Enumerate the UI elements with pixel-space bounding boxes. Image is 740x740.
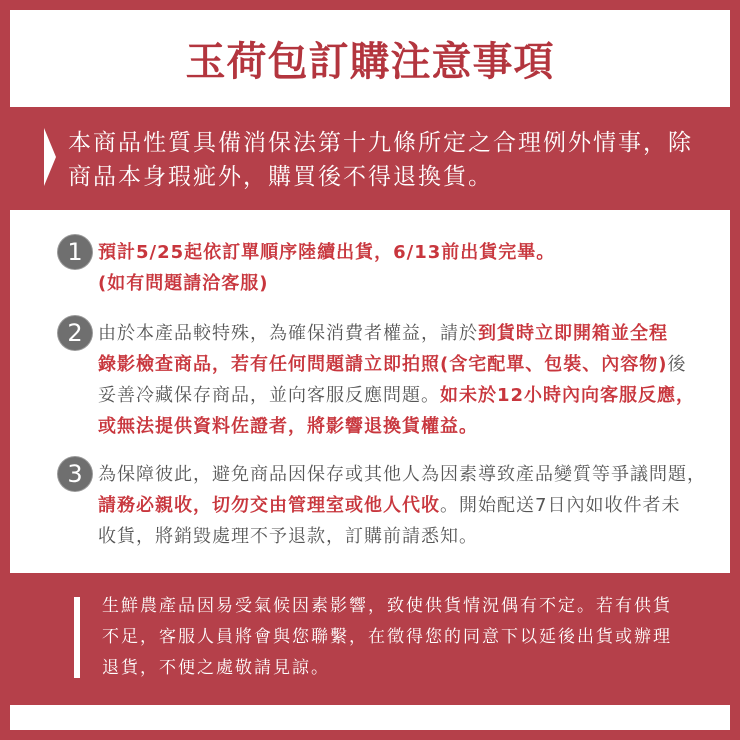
item-line — [98, 349, 718, 380]
text-segment: 。開始配送7日內如收件者未 — [440, 495, 681, 516]
notice-text — [68, 126, 728, 194]
item-line — [98, 237, 718, 268]
item-line — [98, 459, 718, 490]
triangle-marker-icon — [43, 128, 57, 186]
item-line — [98, 521, 718, 552]
item-line — [98, 490, 718, 521]
text-segment: 為保障彼此，避免商品因保存或其他人為因素導致產品變質等爭議問題， — [98, 464, 706, 485]
text-segment-emphasis: 或無法提供資料佐證者，將影響退換貨權益。 — [98, 416, 478, 437]
text-segment-emphasis: (如有問題請洽客服) — [98, 273, 269, 294]
text-segment: 收貨，將銷毀處理不予退款，訂購前請悉知。 — [98, 526, 478, 547]
number-badge: 3 — [58, 457, 92, 491]
item-line — [98, 411, 718, 442]
footer-band — [0, 573, 740, 705]
footer-line: 生鮮農產品因易受氣候因素影響，致使供貨情況偶有不定。若有供貨 — [102, 596, 672, 616]
vertical-bar — [74, 597, 80, 678]
items-panel — [10, 210, 730, 573]
text-segment-emphasis: 錄影檢查商品，若有任何問題請立即拍照(含宅配單、包裝、內容物) — [98, 354, 668, 375]
notice-band — [0, 107, 740, 210]
text-segment: 後 — [667, 354, 687, 375]
text-segment: 妥善冷藏保存商品，並向客服反應問題。 — [98, 385, 440, 406]
notice-line: 商品本身瑕疵外，購買後不得退換貨。 — [68, 164, 493, 190]
footer-line: 不足，客服人員將會與您聯繫，在徵得您的同意下以延後出貨或辦理 — [102, 627, 672, 647]
number-badge: 2 — [58, 316, 92, 350]
text-segment-emphasis: 預計5/25起依訂單順序陸續出貨，6/13前出貨完畢。 — [98, 242, 556, 263]
text-segment-emphasis: 到貨時立即開箱並全程 — [478, 323, 668, 344]
footer-text — [102, 591, 722, 684]
item-line — [98, 380, 718, 411]
number-badge: 1 — [58, 235, 92, 269]
item-text — [98, 318, 718, 442]
title-panel — [10, 10, 730, 107]
item-line — [98, 318, 718, 349]
item-text — [98, 237, 718, 299]
text-segment-emphasis: 請務必親收，切勿交由管理室或他人代收 — [98, 495, 440, 516]
notice-line: 本商品性質具備消保法第十九條所定之合理例外情事，除 — [68, 130, 693, 156]
text-segment-emphasis: 如未於12小時內向客服反應， — [440, 385, 696, 406]
item-line — [98, 268, 718, 299]
bottom-strip — [10, 705, 730, 730]
page-title: 玉荷包訂購注意事項 — [185, 38, 555, 85]
text-segment: 由於本產品較特殊，為確保消費者權益，請於 — [98, 323, 478, 344]
item-text — [98, 459, 718, 552]
footer-line: 退貨，不便之處敬請見諒。 — [102, 658, 330, 678]
